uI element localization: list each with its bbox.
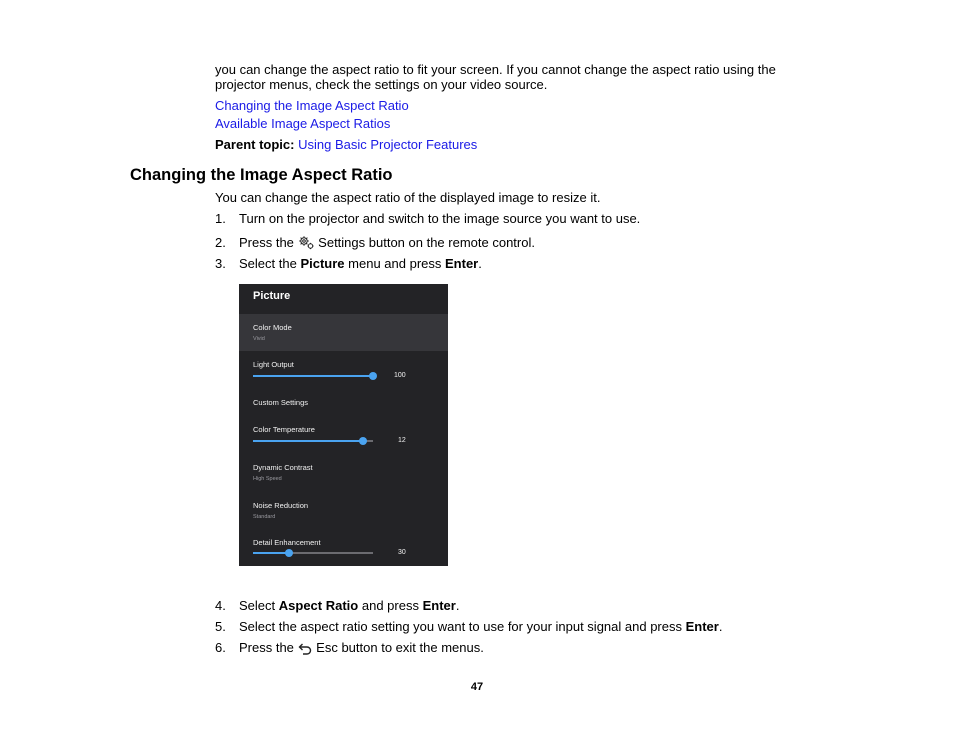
step-1 xyxy=(215,211,640,226)
menu-item-custom-settings: Custom Settings xyxy=(253,398,309,407)
menu-highlight-row xyxy=(239,314,448,351)
parent-topic xyxy=(215,137,477,152)
slider-knob xyxy=(359,437,367,445)
step-text: Select the xyxy=(239,256,297,271)
section-description: You can change the aspect ratio of the displayed image to resize it. xyxy=(215,190,601,205)
step-2 xyxy=(215,235,535,253)
menu-item-detail-enhancement: Detail Enhancement xyxy=(253,538,321,547)
step-text: Press the xyxy=(239,640,294,655)
slider-knob xyxy=(369,372,377,380)
step-number: 2. xyxy=(215,235,226,250)
step-number: 1. xyxy=(215,211,226,226)
menu-item-dynamic-contrast: Dynamic Contrast xyxy=(253,463,313,472)
slider-light-output xyxy=(253,375,373,377)
key-enter: Enter xyxy=(445,256,479,271)
step-text-end: . xyxy=(455,598,460,613)
step-number: 4. xyxy=(215,598,226,613)
step-text-end: . xyxy=(478,256,482,271)
intro-line-2: projector menus, check the settings on your video source. xyxy=(215,77,548,92)
step-text-mid: menu and press xyxy=(348,256,442,271)
menu-item-color-temperature: Color Temperature xyxy=(253,425,315,434)
page-number: 47 xyxy=(470,681,484,693)
slider-detail-enhancement xyxy=(253,552,373,554)
menu-item-color-mode-value: Vivid xyxy=(253,336,265,342)
menu-title: Picture xyxy=(253,290,291,302)
menu-item-light-output: Light Output xyxy=(253,360,294,369)
step-text: Turn on the projector and switch to the image source you want to use. xyxy=(239,211,641,226)
slider-knob xyxy=(285,549,293,557)
step-3 xyxy=(215,256,482,271)
step-text: Select the aspect ratio setting you want to use for your input signal and press xyxy=(239,619,682,634)
step-text-mid: and press xyxy=(361,598,419,613)
slider-fill xyxy=(253,375,373,377)
step-6 xyxy=(215,640,484,658)
intro-paragraph xyxy=(215,62,815,92)
step-4 xyxy=(215,598,459,613)
light-output-value: 100 xyxy=(394,372,406,379)
menu-item-dynamic-contrast-value: High Speed xyxy=(253,476,282,482)
menu-item-noise-reduction: Noise Reduction xyxy=(253,501,309,510)
key-enter: Enter xyxy=(422,598,456,613)
key-enter: Enter xyxy=(685,619,719,634)
step-number: 5. xyxy=(215,619,226,634)
intro-line-1: you can change the aspect ratio to fit your screen. If you cannot change the aspect ratio using the xyxy=(215,62,776,77)
slider-fill xyxy=(253,552,289,554)
link-parent-topic[interactable]: Using Basic Projector Features xyxy=(298,137,478,152)
picture-menu-screenshot xyxy=(239,284,448,566)
settings-gear-icon xyxy=(298,235,315,253)
step-number: 3. xyxy=(215,256,226,271)
step-5 xyxy=(215,619,722,634)
menu-item-noise-reduction-value: Standard xyxy=(253,514,276,520)
back-arrow-icon xyxy=(298,642,313,658)
step-text: Select xyxy=(239,598,276,613)
link-available-aspect-ratios[interactable]: Available Image Aspect Ratios xyxy=(215,116,391,131)
menu-item-color-mode: Color Mode xyxy=(253,323,292,332)
menu-name-picture: Picture xyxy=(300,256,345,271)
menu-name-aspect-ratio: Aspect Ratio xyxy=(278,598,359,613)
slider-fill xyxy=(253,440,363,442)
step-text-end: . xyxy=(718,619,723,634)
step-text: Press the xyxy=(239,235,294,250)
slider-color-temperature xyxy=(253,440,373,442)
step-text-end: Esc button to exit the menus. xyxy=(316,640,484,655)
step-number: 6. xyxy=(215,640,226,655)
detail-enhancement-value: 30 xyxy=(398,549,406,556)
parent-topic-label: Parent topic: xyxy=(215,137,295,152)
color-temperature-value: 12 xyxy=(398,437,406,444)
section-heading: Changing the Image Aspect Ratio xyxy=(130,166,393,184)
link-changing-aspect-ratio[interactable]: Changing the Image Aspect Ratio xyxy=(215,98,409,113)
step-text-end: Settings button on the remote control. xyxy=(318,235,535,250)
